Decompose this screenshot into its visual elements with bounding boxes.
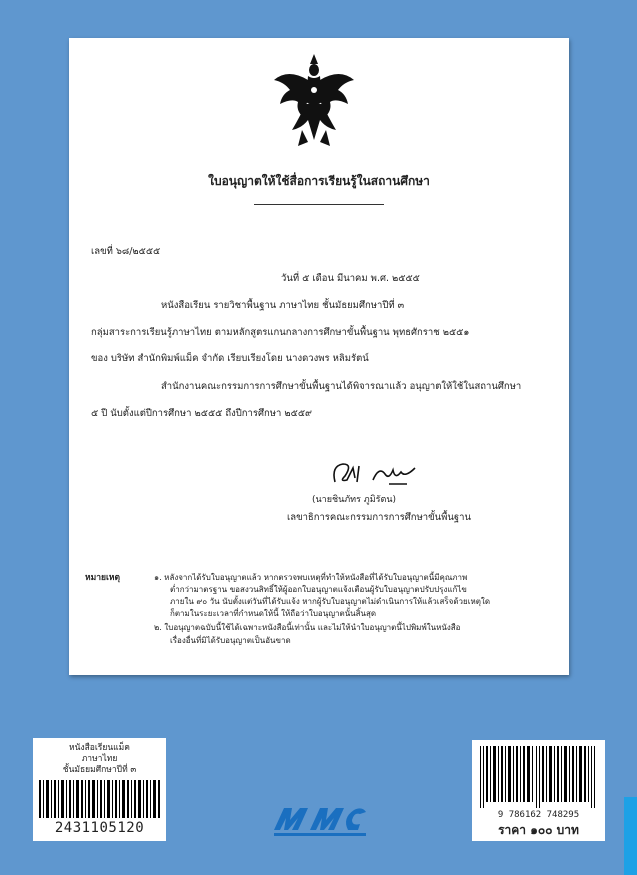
garuda-emblem-icon xyxy=(268,50,360,150)
license-document xyxy=(69,38,569,675)
note-1-line3: ภายใน ๙๐ วัน นับตั้งแต่วันที่ได้รับแจ้ง หากผู้รับใบอนุญาตไม่ดำเนินการให้แล้วเสร็จด้วยเหตุใด xyxy=(170,597,491,606)
book-label-line2: ภาษาไทย xyxy=(81,754,118,764)
signature xyxy=(329,458,429,488)
para1-line1: หนังสือเรียน รายวิชาพื้นฐาน ภาษาไทย ชั้นมัธยมศึกษาปีที่ ๓ xyxy=(161,300,405,311)
para2-line1: สำนักงานคณะกรรมการการศึกษาขั้นพื้นฐานได้พิจารณาแล้ว อนุญาตให้ใช้ในสถานศึกษา xyxy=(161,381,522,392)
book-label-line3: ชั้นมัธยมศึกษาปีที่ ๓ xyxy=(62,765,137,775)
isbn-barcode-icon xyxy=(480,746,597,808)
price-label: ราคา ๑๐๐ บาท xyxy=(498,823,579,837)
barcode-icon xyxy=(39,780,160,818)
isbn-number: 9 786162 748295 xyxy=(497,810,580,820)
note-2-line1: ๒. ใบอนุญาตฉบับนี้ใช้ได้เฉพาะหนังสือนี้เท่านั้น และไม่ให้นำใบอนุญาตนี้ไปพิมพ์ในหนังสือ xyxy=(154,623,461,632)
isbn-box xyxy=(472,740,605,841)
para1-line3: ของ บริษัท สำนักพิมพ์แม็ค จำกัด เรียบเรียงโดย นางดวงพร หลิมรัตน์ xyxy=(91,353,369,364)
book-label-box xyxy=(33,738,166,841)
note-1-line2: ต่ำกว่ามาตรฐาน ขอสงวนสิทธิ์ให้ผู้ออกใบอนุญาตแจ้งเตือนผู้รับใบอนุญาตปรับปรุงแก้ไข xyxy=(170,585,467,594)
note-1-line1: ๑. หลังจากได้รับใบอนุญาตแล้ว หากตรวจพบเหตุที่ทำให้หนังสือที่ได้รับใบอนุญาตนี้มีคุณภาพ xyxy=(154,573,468,582)
mac-logo-icon xyxy=(270,800,370,840)
book-label-line1: หนังสือเรียนแม็ค xyxy=(69,743,130,753)
title-underline xyxy=(254,204,384,205)
document-title: ใบอนุญาตให้ใช้สื่อการเรียนรู้ในสถานศึกษา xyxy=(208,174,430,188)
para1-line2: กลุ่มสาระการเรียนรู้ภาษาไทย ตามหลักสูตรแกนกลางการศึกษาขั้นพื้นฐาน พุทธศักราช ๒๕๕๑ xyxy=(91,327,470,338)
note-2-line2: เรื่องอื่นที่มิได้รับอนุญาตเป็นอันขาด xyxy=(170,636,291,645)
license-date: วันที่ ๕ เดือน มีนาคม พ.ศ. ๒๕๕๕ xyxy=(281,273,420,284)
signer-name: (นายชินภัทร ภูมิรัตน) xyxy=(312,495,397,505)
signer-title: เลขาธิการคณะกรรมการการศึกษาขั้นพื้นฐาน xyxy=(287,512,471,523)
notes-label: หมายเหตุ xyxy=(85,573,120,583)
barcode-number: 2431105120 xyxy=(54,820,145,836)
note-1-line4: ก็ตามในระยะเวลาที่กำหนดให้นี้ ให้ถือว่าใบอนุญาตนั้นสิ้นสุด xyxy=(170,609,377,618)
license-number: เลขที่ ๖๘/๒๕๕๕ xyxy=(91,246,161,257)
side-tab xyxy=(624,797,637,875)
para2-line2: ๕ ปี นับตั้งแต่ปีการศึกษา ๒๕๕๕ ถึงปีการศึกษา ๒๕๕๙ xyxy=(91,408,312,419)
